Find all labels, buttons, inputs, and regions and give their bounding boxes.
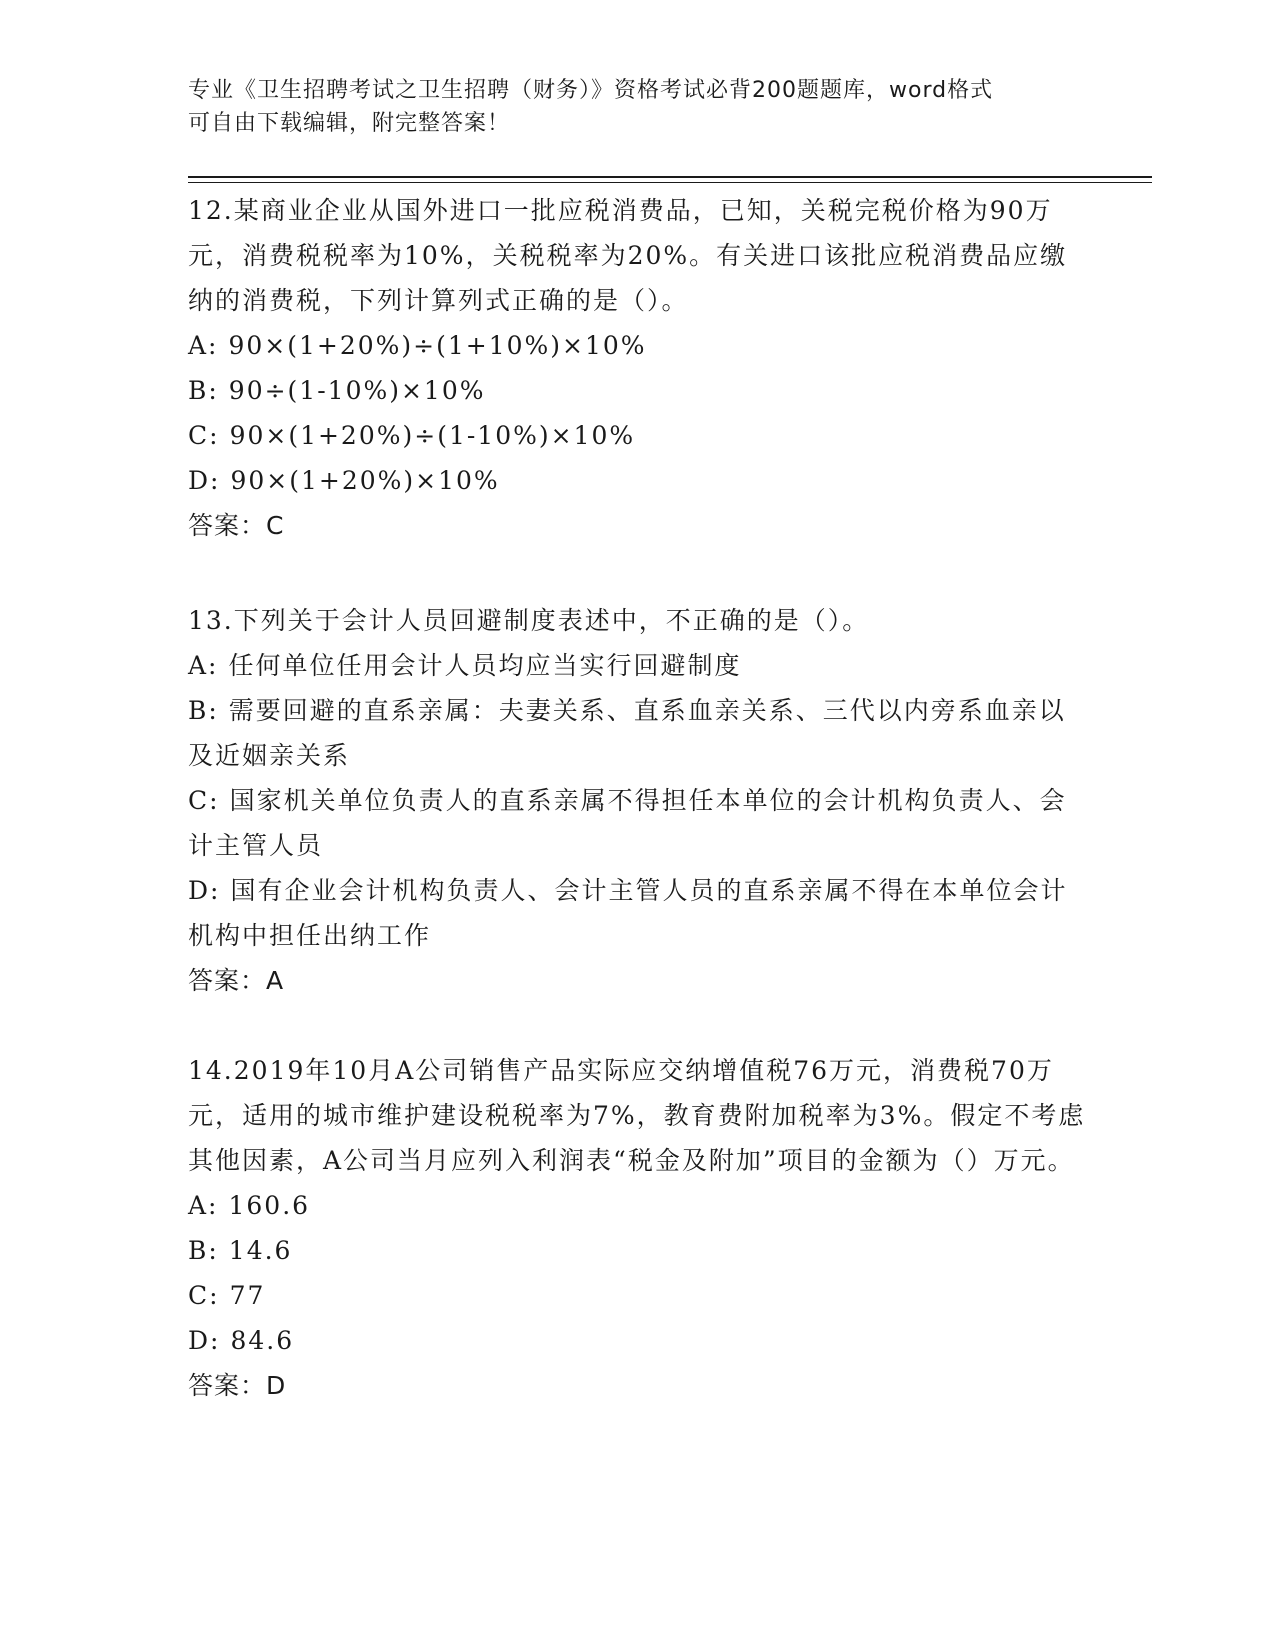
option-key: B: [188,376,219,405]
header-divider-thick [188,176,1152,178]
header-divider-thin [188,182,1152,183]
header-line-2: 可自由下载编辑，附完整答案！ [188,111,511,136]
option-text: 14.6 [228,1236,293,1265]
option-text: 国有企业会计机构负责人、会计主管人员的直系亲属不得在本单位会计机构中担任出纳工作 [188,876,1068,950]
option-key: D: [188,1326,221,1355]
option-d [188,1318,1088,1363]
option-text: 任何单位任用会计人员均应当实行回避制度 [228,651,742,680]
option-text: 国家机关单位负责人的直系亲属不得担任本单位的会计机构负责人、会计主管人员 [188,786,1067,860]
option-text: 90×(1+20%)÷(1-10%)×10% [229,421,636,450]
option-a [188,643,1088,688]
option-d [188,868,1088,958]
option-b [188,1228,1088,1273]
option-text: 77 [229,1281,266,1310]
question-stem: 14.2019年10月A公司销售产品实际应交纳增值税76万元，消费税70万元，适用的城市维护建设税税率为7%，教育费附加税率为3%。假定不考虑其他因素，A公司当月应列入利润表“税金及附加”项目的金额为（）万元。 [188,1056,1086,1175]
option-text: 84.6 [230,1326,295,1355]
option-text: 90×(1+20%)÷(1+10%)×10% [228,331,647,360]
option-key: C: [188,421,220,450]
option-text: 160.6 [228,1191,311,1220]
option-c [188,413,1088,458]
option-b [188,368,1088,413]
question-14 [188,1048,1088,1408]
option-key: B: [188,1236,219,1265]
answer-label: 答案：A [188,966,285,995]
question-13 [188,598,1088,1003]
option-c [188,1273,1088,1318]
option-text: 需要回避的直系亲属：夫妻关系、直系血亲关系、三代以内旁系血亲以及近姻亲关系 [188,696,1066,770]
option-key: C: [188,1281,220,1310]
option-a [188,323,1088,368]
option-b [188,688,1088,778]
option-key: C: [188,786,220,815]
question-stem: 13.下列关于会计人员回避制度表述中，不正确的是（）。 [188,606,870,635]
option-a [188,1183,1088,1228]
option-c [188,778,1088,868]
header-line-1: 专业《卫生招聘考试之卫生招聘（财务）》资格考试必背200题题库，word格式 [188,78,994,103]
option-key: A: [188,1191,219,1220]
option-key: A: [188,651,219,680]
option-key: B: [188,696,219,725]
option-key: D: [188,466,221,495]
option-key: A: [188,331,219,360]
question-12 [188,188,1088,548]
document-header [188,74,1068,140]
question-stem: 12.某商业企业从国外进口一批应税消费品，已知，关税完税价格为90万元，消费税税率为10%，关税税率为20%。有关进口该批应税消费品应缴纳的消费税，下列计算列式正确的是（）。 [188,196,1068,315]
option-key: D: [188,876,221,905]
answer-label: 答案：C [188,511,285,540]
option-text: 90÷(1-10%)×10% [228,376,486,405]
option-d [188,458,1088,503]
option-text: 90×(1+20%)×10% [230,466,500,495]
answer-label: 答案：D [188,1371,287,1400]
